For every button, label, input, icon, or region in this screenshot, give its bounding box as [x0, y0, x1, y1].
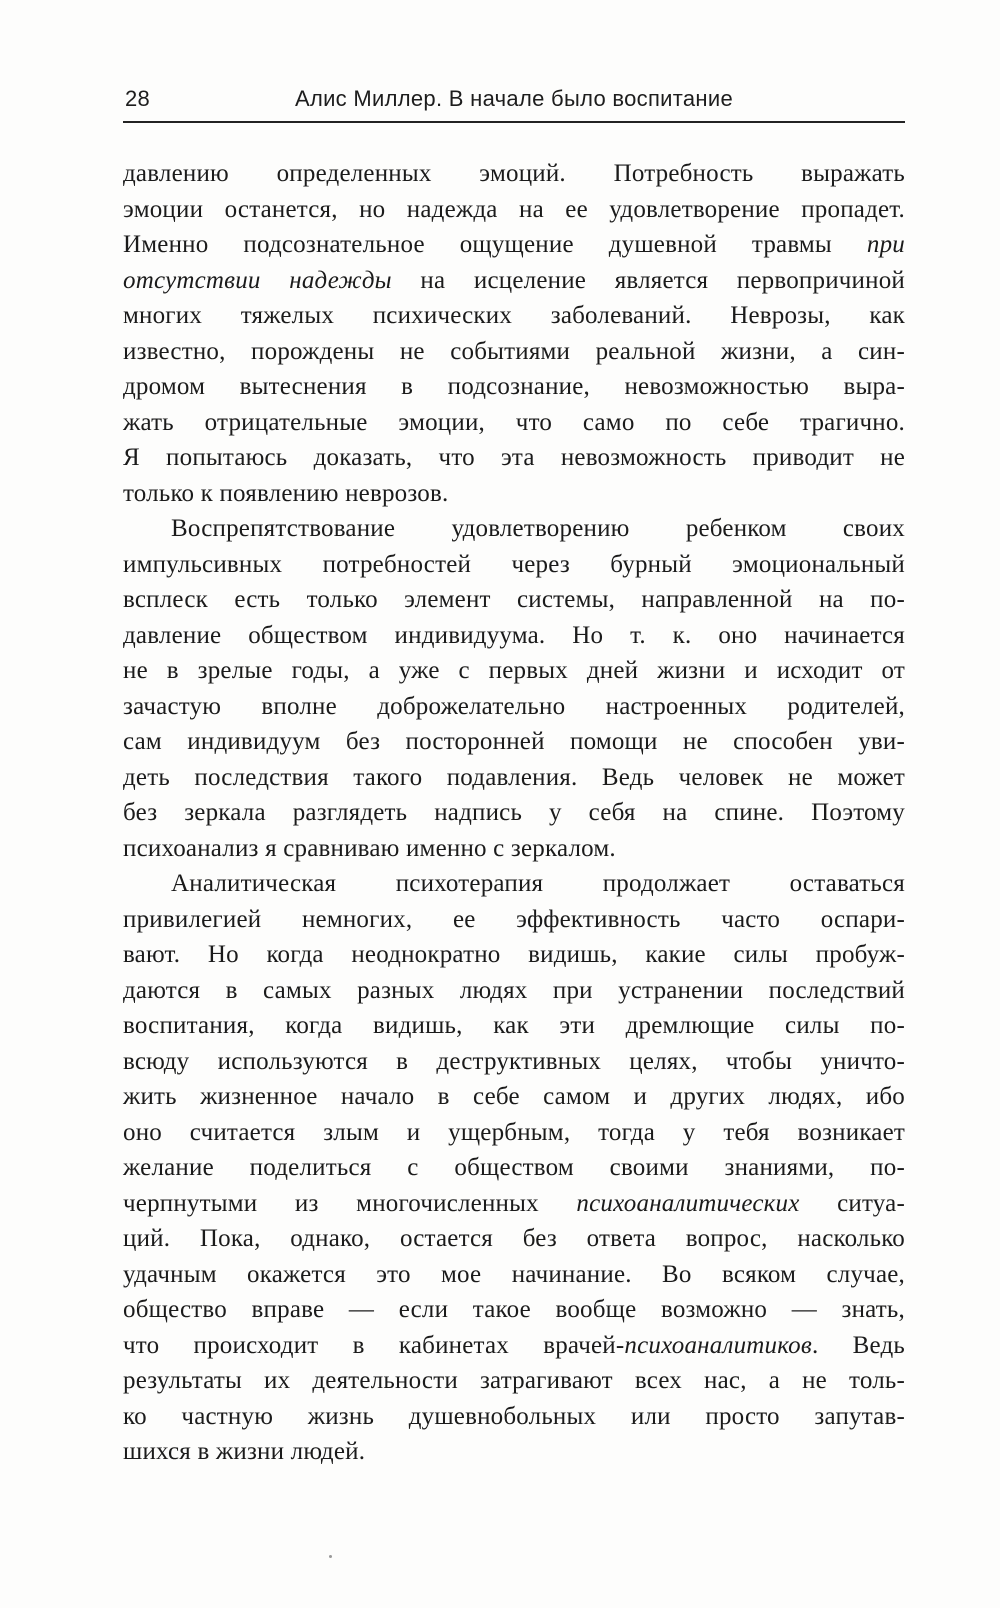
page-header [123, 86, 905, 112]
text-line [123, 1221, 905, 1257]
text-segment: жать отрицательные эмоции, что само по себе трагично. [123, 408, 905, 436]
text-line [123, 405, 905, 441]
text-line [123, 689, 905, 725]
text-segment: вают. Но когда неоднократно видишь, какие силы пробуж- [123, 941, 905, 968]
text-segment: Воспрепятствование удовлетворению ребенком своих [171, 515, 905, 542]
text-segment: жить жизненное начало в себе самом и других людях, ибо [123, 1083, 905, 1110]
text-segment: зачастую вполне доброжелательно настроенных родителей, [123, 692, 905, 720]
text-segment: импульсивных потребностей через бурный эмоциональный [123, 550, 905, 578]
text-segment: привилегией немногих, ее эффективность часто оспари- [123, 905, 905, 933]
text-segment: ситуа- [799, 1189, 905, 1217]
italic-text-segment: отсутствии надежды [123, 266, 392, 294]
text-line [123, 227, 905, 263]
text-line [123, 1292, 905, 1328]
text-line [123, 369, 905, 405]
text-segment: не в зрелые годы, а уже с первых дней жизни и исходит от [123, 657, 905, 684]
text-segment: оно считается злым и ущербным, тогда у тебя возникает [123, 1118, 905, 1146]
text-segment: общество вправе — если такое вообще возможно — знать, [123, 1296, 905, 1323]
text-segment: Я попытаюсь доказать, что эта невозможность приводит не [123, 444, 905, 471]
header-rule [123, 121, 905, 123]
text-segment: шихся в жизни людей. [123, 1438, 366, 1465]
text-line [123, 866, 905, 902]
text-line [123, 440, 905, 476]
text-line [123, 547, 905, 583]
text-line [123, 1257, 905, 1293]
text-line [123, 192, 905, 228]
text-line [123, 1363, 905, 1399]
text-segment: Аналитическая психотерапия продолжает оставаться [171, 870, 905, 897]
body-text [123, 156, 905, 1470]
text-segment: сам индивидуум без посторонней помощи не способен уви- [123, 728, 905, 755]
text-line [123, 831, 905, 867]
text-segment: давлению определенных эмоций. Потребность выражать [123, 160, 905, 187]
text-line [123, 1328, 905, 1364]
text-segment: ций. Пока, однако, остается без ответа вопрос, насколько [123, 1225, 905, 1252]
text-segment: всплеск есть только элемент системы, направленной на по- [123, 586, 905, 613]
text-line [123, 582, 905, 618]
text-segment: ко частную жизнь душевнобольных или просто запутав- [123, 1402, 905, 1430]
text-line [123, 156, 905, 192]
text-segment: без зеркала разглядеть надпись у себя на спине. Поэтому [123, 799, 905, 826]
italic-text-segment: при [866, 231, 905, 258]
text-line [123, 1434, 905, 1470]
running-title: Алис Миллер. В начале было воспитание [294, 86, 734, 111]
text-line [123, 724, 905, 760]
text-line [123, 1008, 905, 1044]
text-segment: черпнутыми из многочисленных [123, 1189, 577, 1217]
text-line [123, 795, 905, 831]
text-line [123, 1186, 905, 1222]
text-segment: что происходит в кабинетах врачей- [123, 1331, 625, 1359]
text-segment: только к появлению неврозов. [123, 479, 449, 507]
italic-text-segment: психоаналитиков [624, 1331, 812, 1359]
text-segment: воспитания, когда видишь, как эти дремлющие силы по- [123, 1012, 905, 1039]
text-segment: известно, порождены не событиями реальной жизни, а син- [123, 337, 905, 365]
text-line [123, 902, 905, 938]
scan-speck [329, 1555, 332, 1558]
text-line [123, 1115, 905, 1151]
text-line [123, 334, 905, 370]
text-segment: . Ведь [811, 1331, 906, 1359]
text-segment: желание поделиться с обществом своими знаниями, по- [123, 1154, 905, 1181]
text-line [123, 511, 905, 547]
text-segment: многих тяжелых психических заболеваний. Неврозы, как [123, 302, 905, 329]
text-segment: на исцеление является первопричиной [391, 266, 905, 294]
text-line [123, 937, 905, 973]
text-line [123, 298, 905, 334]
page-number: 28 [125, 86, 151, 111]
text-line [123, 1150, 905, 1186]
text-segment: Именно подсознательное ощущение душевной травмы [123, 231, 867, 258]
text-line [123, 476, 905, 512]
italic-text-segment: психоаналитических [576, 1189, 800, 1217]
text-line [123, 760, 905, 796]
text-line [123, 653, 905, 689]
text-segment: результаты их деятельности затрагивают всех нас, а не толь- [123, 1367, 905, 1394]
text-line [123, 973, 905, 1009]
text-line [123, 1044, 905, 1080]
text-line [123, 1399, 905, 1435]
text-segment: деть последствия такого подавления. Ведь человек не может [123, 763, 905, 791]
text-line [123, 263, 905, 299]
text-segment: всюду используются в деструктивных целях, чтобы уничто- [123, 1047, 905, 1075]
text-line [123, 618, 905, 654]
text-segment: удачным окажется это мое начинание. Во всяком случае, [123, 1260, 905, 1288]
text-segment: даются в самых разных людях при устранении последствий [123, 976, 905, 1004]
text-segment: психоанализ я сравниваю именно с зеркалом. [123, 834, 616, 862]
text-segment: дромом вытеснения в подсознание, невозможностью выра- [123, 373, 905, 400]
text-segment: эмоции останется, но надежда на ее удовлетворение пропадет. [123, 195, 905, 223]
text-line [123, 1079, 905, 1115]
text-segment: давление обществом индивидуума. Но т. к. оно начинается [123, 621, 905, 649]
